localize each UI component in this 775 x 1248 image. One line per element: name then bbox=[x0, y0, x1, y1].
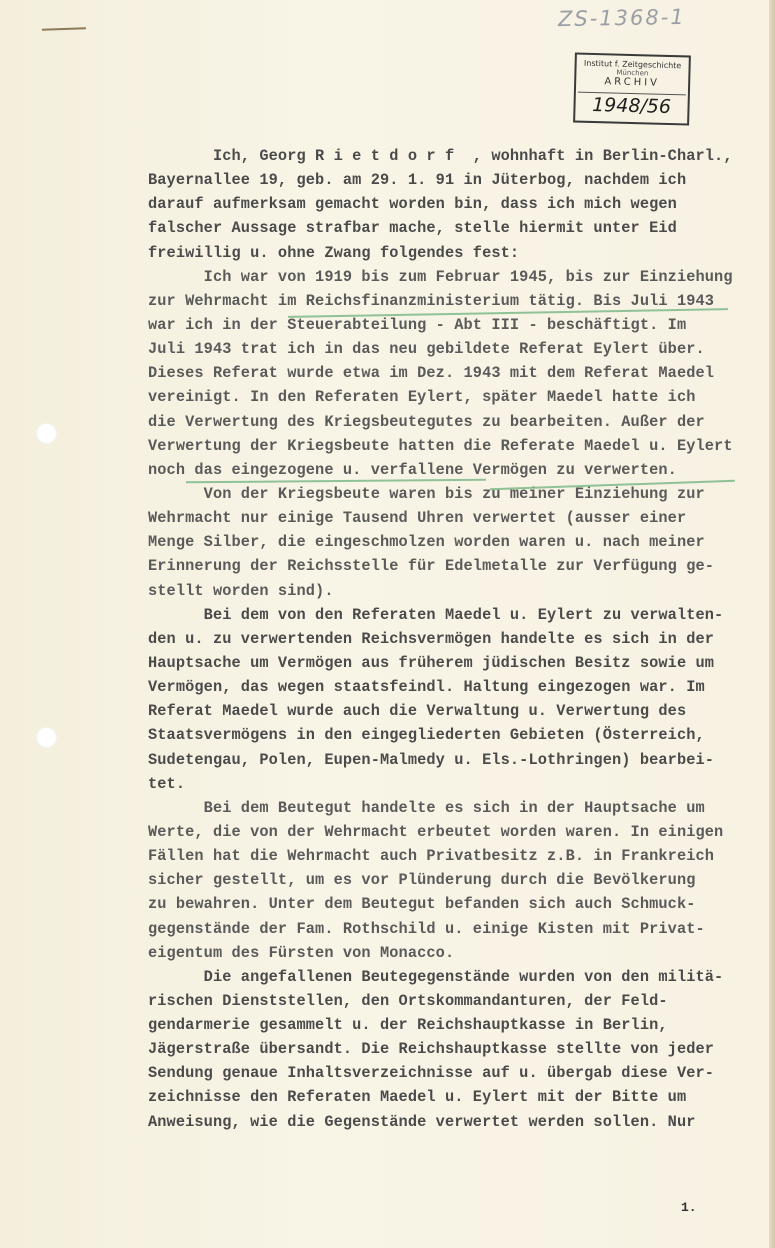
text-line: Wehrmacht nur einige Tausend Uhren verwertet (ausser einer bbox=[148, 509, 687, 528]
handwritten-archive-reference: ZS-1368-1 bbox=[557, 4, 686, 32]
text-line: Die angefallenen Beutegegenstände wurden von den militä- bbox=[148, 967, 724, 986]
text-line: darauf aufmerksam gemacht worden bin, dass ich mich wegen bbox=[148, 195, 677, 214]
text-line: Staatsvermögens in den eingegliederten Gebieten (Österreich, bbox=[148, 726, 705, 745]
text-line: war ich in der Steuerabteilung - Abt III - beschäftigt. Im bbox=[148, 315, 687, 334]
text-line: den u. zu verwertenden Reichsvermögen handelte es sich in der bbox=[148, 629, 715, 648]
text-line: Vermögen, das wegen staatsfeindl. Haltung eingezogen war. Im bbox=[148, 678, 705, 697]
text-line: Referat Maedel wurde auch die Verwaltung u. Verwertung des bbox=[148, 702, 687, 721]
text-line: Von der Kriegsbeute waren bis zu meiner Einziehung zur bbox=[148, 484, 705, 503]
text-line: Sudetengau, Polen, Eupen-Malmedy u. Els.-Lothringen) bearbei- bbox=[148, 750, 715, 769]
punch-hole-top bbox=[36, 423, 57, 444]
typed-statement bbox=[148, 144, 775, 1134]
text-line: stellt worden sind). bbox=[148, 581, 334, 600]
text-line: Bayernallee 19, geb. am 29. 1. 91 in Jüterbog, nachdem ich bbox=[148, 171, 687, 190]
text-line: gendarmerie gesammelt u. der Reichshauptkasse in Berlin, bbox=[148, 1016, 668, 1035]
text-line: Menge Silber, die eingeschmolzen worden waren u. nach meiner bbox=[148, 533, 705, 552]
text-line: Anweisung, wie die Gegenstände verwertet werden sollen. Nur bbox=[148, 1112, 696, 1131]
text-line: sicher gestellt, um es vor Plünderung durch die Bevölkerung bbox=[148, 871, 696, 890]
text-line: rischen Dienststellen, den Ortskommandanturen, der Feld- bbox=[148, 991, 668, 1010]
text-line: gegenstände der Fam. Rothschild u. einige Kisten mit Privat- bbox=[148, 919, 705, 938]
text-line: Ich, Georg R i e t d o r f , wohnhaft in Berlin-Charl., bbox=[148, 147, 733, 165]
text-line: Jägerstraße übersandt. Die Reichshauptkasse stellte von jeder bbox=[148, 1040, 715, 1059]
text-line: Bei dem von den Referaten Maedel u. Eylert zu verwalten- bbox=[148, 605, 724, 624]
text-line: Verwertung der Kriegsbeute hatten die Referate Maedel u. Eylert bbox=[148, 436, 733, 455]
stamp-institution: Institut f. Zeitgeschichte bbox=[583, 58, 682, 71]
text-line: falscher Aussage strafbar mache, stelle hiermit unter Eid bbox=[148, 219, 677, 238]
text-line: Bei dem Beutegut handelte es sich in der Hauptsache um bbox=[148, 798, 705, 817]
text-line: freiwillig u. ohne Zwang folgendes fest: bbox=[148, 243, 520, 262]
page-number-mark: 1. bbox=[681, 1200, 697, 1215]
text-line: tet. bbox=[148, 774, 186, 793]
text-line: Hauptsache um Vermögen aus früherem jüdischen Besitz sowie um bbox=[148, 653, 715, 672]
punch-hole-bottom bbox=[36, 727, 57, 748]
text-line: vereinigt. In den Referaten Eylert, später Maedel hatte ich bbox=[148, 388, 696, 407]
text-line: Fällen hat die Wehrmacht auch Privatbesitz z.B. in Frankreich bbox=[148, 847, 715, 866]
text-line: Ich war von 1919 bis zum Februar 1945, bis zur Einziehung bbox=[148, 267, 733, 286]
text-line: die Verwertung des Kriegsbeutegutes zu bearbeiten. Außer der bbox=[148, 412, 705, 431]
text-line: noch das eingezogene u. verfallene Vermögen zu verwerten. bbox=[148, 460, 677, 479]
text-line: zur Wehrmacht im Reichsfinanzministerium tätig. Bis Juli 1943 bbox=[148, 291, 715, 310]
stamp-archive-number: 1948/56 bbox=[577, 92, 686, 120]
text-line: Werte, die von der Wehrmacht erbeutet worden waren. In einigen bbox=[148, 822, 724, 841]
text-line: zeichnisse den Referaten Maedel u. Eylert mit der Bitte um bbox=[148, 1088, 687, 1107]
text-line: zu bewahren. Unter dem Beutegut befanden sich auch Schmuck- bbox=[148, 895, 696, 914]
pencil-mark bbox=[42, 27, 86, 37]
text-line: eigentum des Fürsten von Monacco. bbox=[148, 943, 455, 962]
stamp-archive-label: ARCHIV bbox=[604, 76, 661, 89]
text-line: Juli 1943 trat ich in das neu gebildete Referat Eylert über. bbox=[148, 340, 705, 359]
text-line: Dieses Referat wurde etwa im Dez. 1943 mit dem Referat Maedel bbox=[148, 364, 715, 383]
text-line: Erinnerung der Reichsstelle für Edelmetalle zur Verfügung ge- bbox=[148, 557, 715, 576]
text-line: Sendung genaue Inhaltsverzeichnisse auf u. übergab diese Ver- bbox=[148, 1064, 715, 1083]
stamp-city: München bbox=[616, 68, 649, 78]
archive-stamp bbox=[573, 52, 691, 125]
